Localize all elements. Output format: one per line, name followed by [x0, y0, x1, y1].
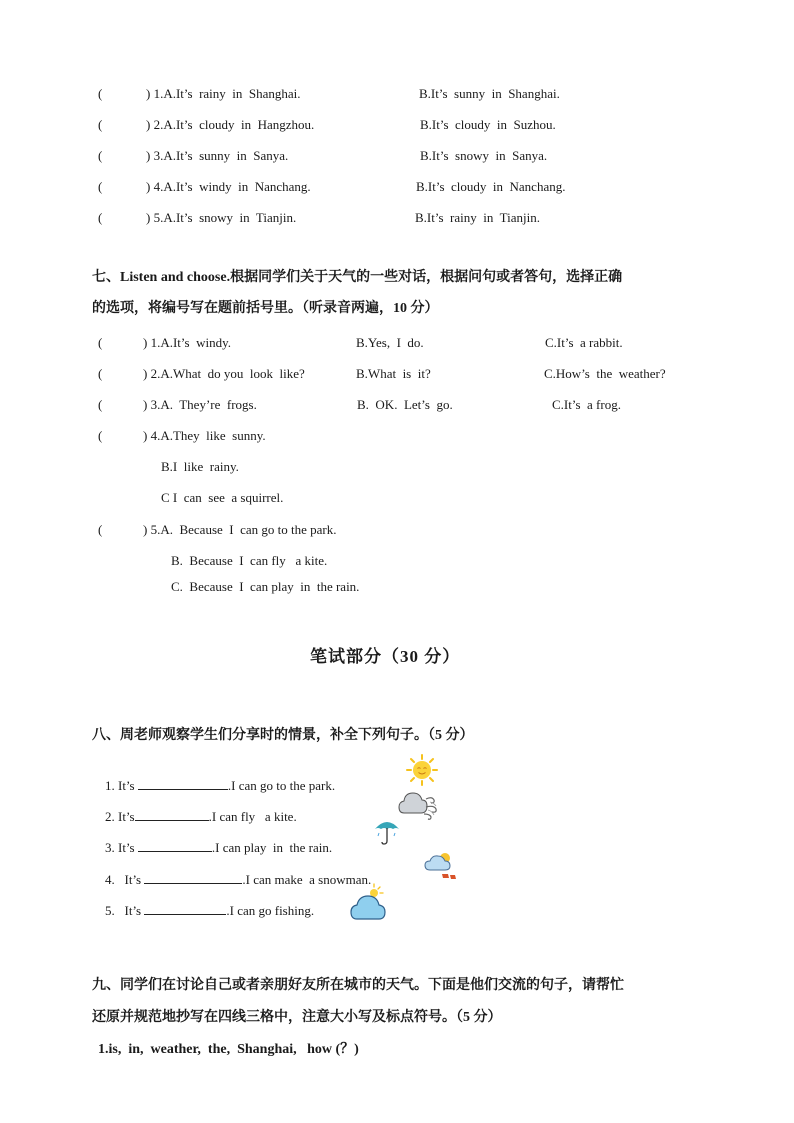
- option-a: ) 2.A.What do you look like?: [143, 366, 305, 381]
- sentence-start: 4. It’s: [105, 872, 145, 887]
- answer-blank[interactable]: [144, 902, 226, 915]
- option-a: ) 1.A.It’s windy.: [143, 335, 231, 350]
- option-b: B.It’s cloudy in Nanchang.: [416, 179, 566, 194]
- option-c: C.How’s the weather?: [544, 366, 666, 381]
- option-a: ) 5.A. Because I can go to the park.: [143, 522, 337, 537]
- sentence-start: 3. It’s: [105, 840, 138, 855]
- answer-paren: (: [98, 117, 103, 132]
- cloud-icon: [350, 882, 386, 922]
- option-a: ) 3.A. They’re frogs.: [143, 397, 257, 412]
- answer-paren: (: [98, 335, 103, 350]
- option-b: B.It’s sunny in Shanghai.: [419, 86, 560, 101]
- option-a: ) 4.A.They like sunny.: [143, 428, 266, 443]
- section9-question-1: 1.is, in, weather, the, Shanghai, how (？): [98, 1042, 359, 1057]
- option-a: ) 3.A.It’s sunny in Sanya.: [146, 148, 289, 163]
- sentence-end: .I can make a snowman.: [242, 872, 372, 887]
- option-a: ) 2.A.It’s cloudy in Hangzhou.: [146, 117, 315, 132]
- sentence-end: .I can play in the rain.: [211, 840, 333, 855]
- option-b: B. OK. Let’s go.: [357, 397, 453, 412]
- option-b: B.I like rainy.: [161, 459, 239, 474]
- option-c: C.It’s a rabbit.: [545, 335, 623, 350]
- option-c: C. Because I can play in the rain.: [171, 579, 360, 594]
- sentence-end: .I can fly a kite.: [208, 809, 297, 824]
- answer-blank[interactable]: [144, 871, 242, 884]
- option-b: B.It’s snowy in Sanya.: [420, 148, 548, 163]
- sentence-end: .I can go fishing.: [226, 903, 315, 918]
- option-a: ) 1.A.It’s rainy in Shanghai.: [146, 86, 301, 101]
- answer-paren: (: [98, 366, 103, 381]
- sentence-start: 5. It’s: [105, 903, 145, 918]
- written-part-title: 笔试部分（30 分）: [310, 647, 461, 666]
- option-b: B.Yes, I do.: [356, 335, 424, 350]
- answer-paren: (: [98, 397, 103, 412]
- option-b: B.It’s cloudy in Suzhou.: [420, 117, 556, 132]
- section9-heading-line2: 还原并规范地抄写在四线三格中，注意大小写及标点符号。（5 分）: [92, 1010, 502, 1025]
- sentence-start: 2. It’s: [105, 809, 135, 824]
- answer-paren: (: [98, 148, 103, 163]
- answer-blank[interactable]: [138, 839, 212, 852]
- answer-paren: (: [98, 210, 103, 225]
- umbrella-icon: [374, 816, 400, 846]
- option-a: ) 5.A.It’s snowy in Tianjin.: [146, 210, 297, 225]
- sentence-end: .I can go to the park.: [227, 778, 336, 793]
- option-b: B.It’s rainy in Tianjin.: [415, 210, 540, 225]
- option-b: B. Because I can fly a kite.: [171, 553, 328, 568]
- section9-heading-line1: 九、同学们在讨论自己或者亲朋好友所在城市的天气。下面是他们交流的句子，请帮忙: [92, 978, 624, 993]
- section7-heading-line2: 的选项，将编号写在题前括号里。（听录音两遍，10 分）: [92, 301, 439, 316]
- option-b: B.What is it?: [356, 366, 431, 381]
- option-c: C.It’s a frog.: [552, 397, 621, 412]
- answer-paren: (: [98, 86, 103, 101]
- answer-blank[interactable]: [138, 777, 228, 790]
- answer-paren: (: [98, 522, 103, 537]
- wind-icon: [398, 787, 444, 823]
- answer-paren: (: [98, 428, 103, 443]
- answer-paren: (: [98, 179, 103, 194]
- sun-icon: [406, 754, 438, 786]
- section8-heading: 八、周老师观察学生们分享时的情景，补全下列句子。（5 分）: [92, 728, 474, 743]
- answer-blank[interactable]: [135, 808, 209, 821]
- sentence-start: 1. It’s: [105, 778, 138, 793]
- option-c: C I can see a squirrel.: [161, 490, 284, 505]
- section7-heading-line1: 七、Listen and choose.根据同学们关于天气的一些对话，根据问句或者答句，选择正确: [92, 270, 623, 285]
- option-a: ) 4.A.It’s windy in Nanchang.: [146, 179, 311, 194]
- snow-cloud-icon: [424, 850, 458, 882]
